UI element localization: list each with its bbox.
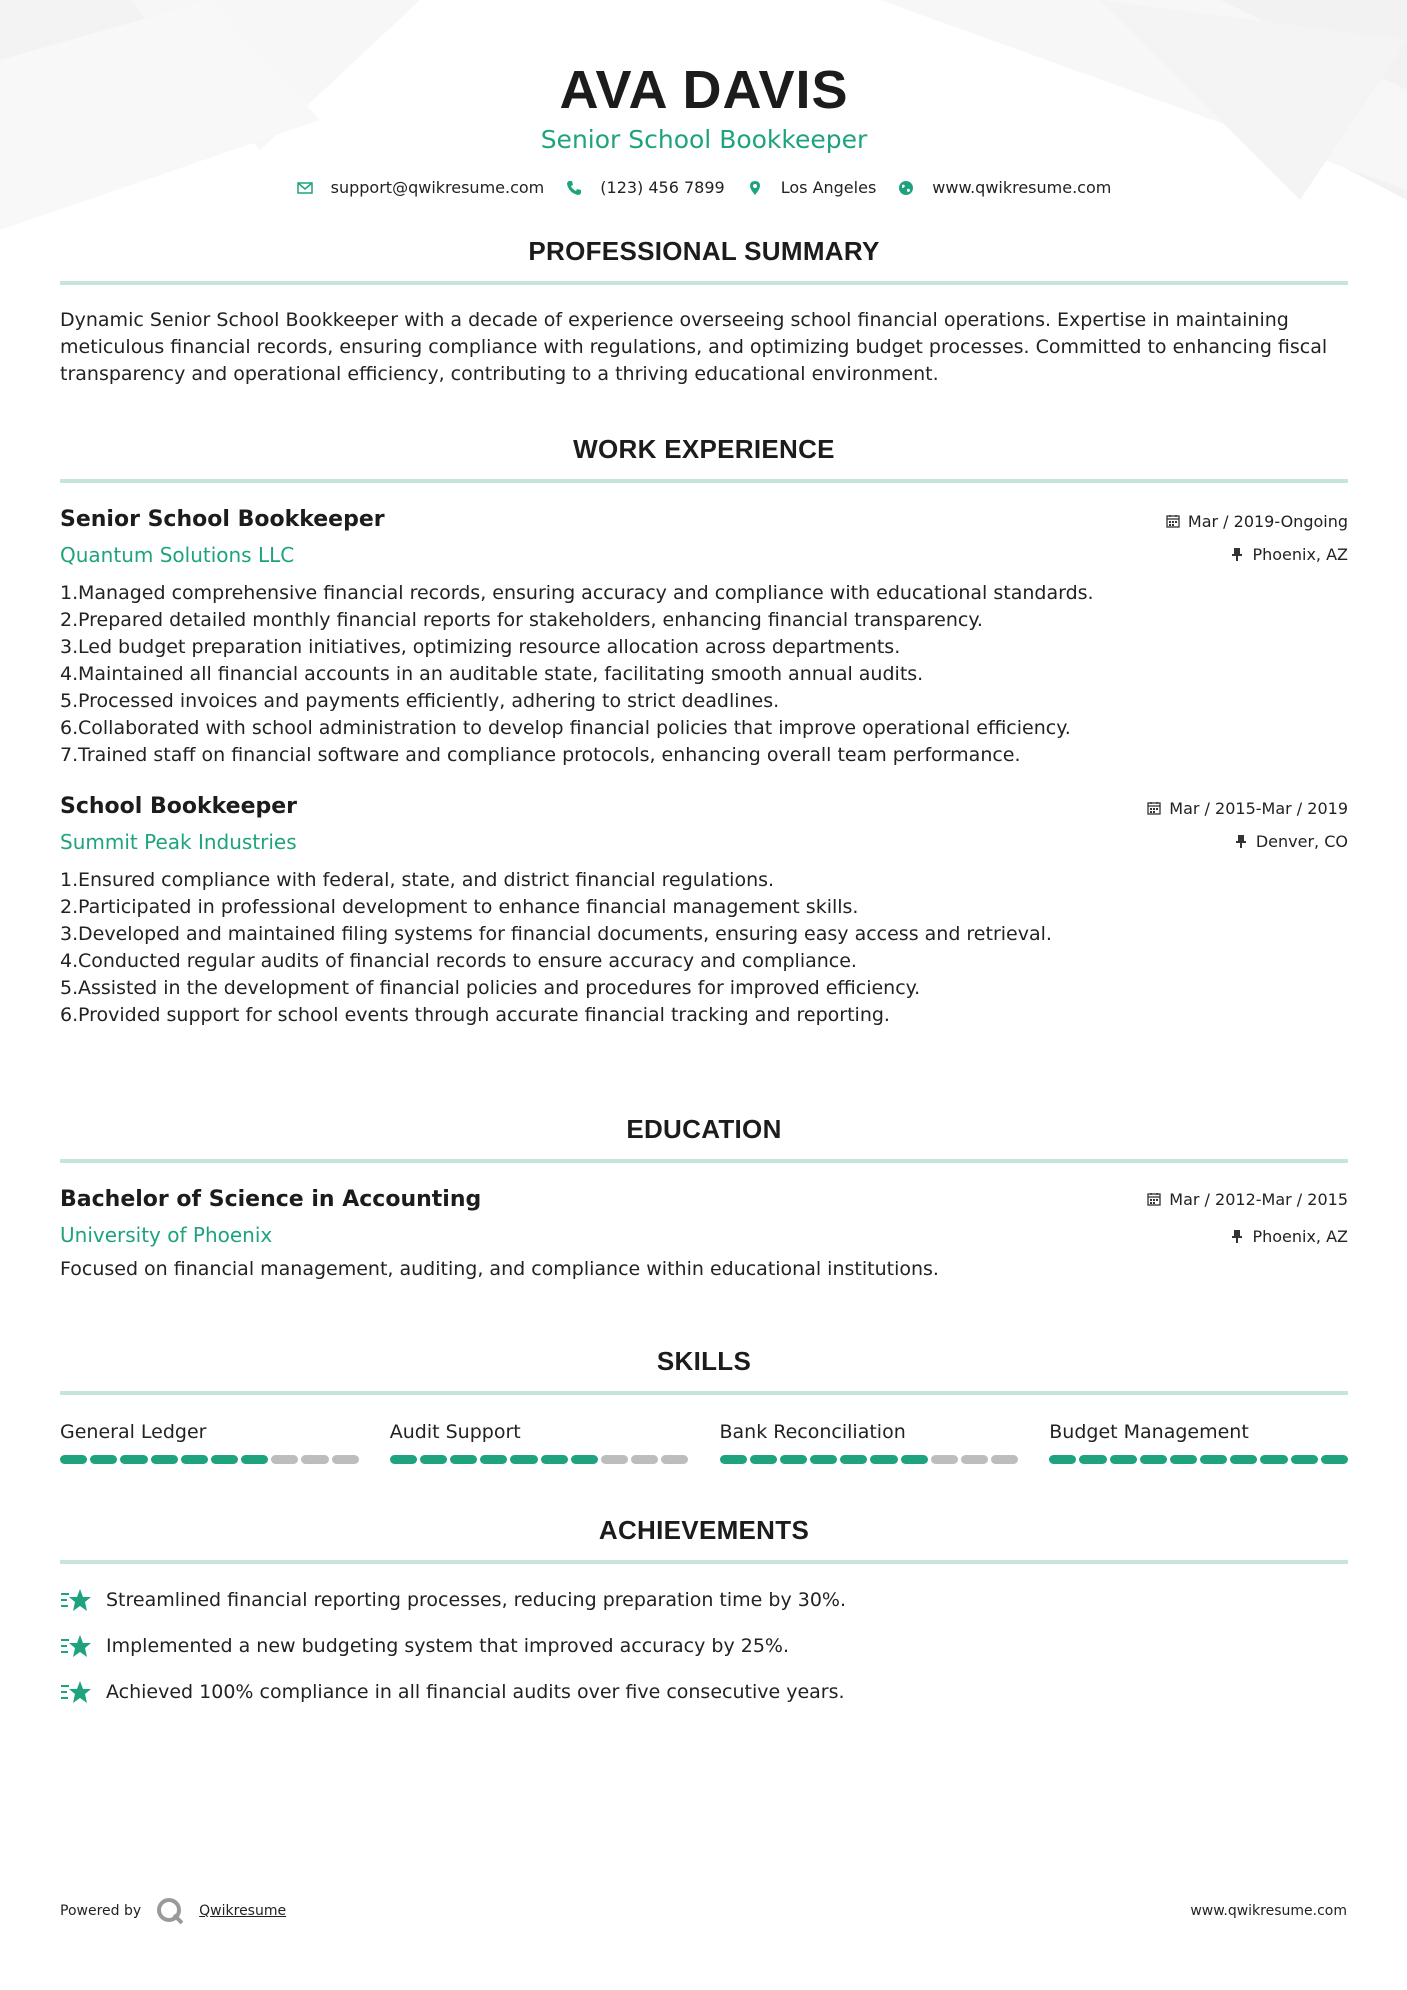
email-text: support@qwikresume.com — [330, 178, 545, 197]
list-item: 1. Ensured compliance with federal, state, and district financial regulations. — [60, 869, 775, 891]
skill-segment-empty — [991, 1455, 1018, 1464]
list-item: 4. Maintained all financial accounts in an auditable state, facilitating smooth annual audits. — [60, 663, 924, 685]
job-entry — [60, 792, 1348, 1029]
skill-segment-filled — [181, 1455, 208, 1464]
job-meta — [1147, 798, 1348, 851]
achievement-text: Achieved 100% compliance in all financial audits over five consecutive years. — [106, 1681, 845, 1703]
phone-text: (123) 456 7899 — [600, 178, 725, 197]
achievement-text: Implemented a new budgeting system that improved accuracy by 25%. — [106, 1635, 790, 1657]
job-location-text: Phoenix, AZ — [1252, 544, 1348, 564]
list-item: 5. Assisted in the development of financial policies and procedures for improved efficiency. — [60, 977, 921, 999]
list-item: 1. Managed comprehensive financial records, ensuring accuracy and compliance with educational standards. — [60, 582, 1094, 604]
footer-website[interactable]: www.qwikresume.com — [1190, 1903, 1347, 1919]
contact-email[interactable] — [297, 178, 545, 197]
skill-segment-filled — [390, 1455, 417, 1464]
skill-segment-filled — [60, 1455, 87, 1464]
skill-segment-filled — [1049, 1455, 1076, 1464]
skill-name: Budget Management — [1049, 1421, 1249, 1443]
achievements-section — [60, 1515, 1348, 1706]
job-dates — [1166, 511, 1348, 531]
skill-segment-filled — [870, 1455, 897, 1464]
job-entry — [60, 505, 1348, 769]
experience-section — [60, 434, 1348, 1029]
footer — [60, 1896, 1347, 1926]
job-dates-text: Mar / 2015-Mar / 2019 — [1169, 798, 1348, 818]
contact-bar — [60, 178, 1348, 197]
skill-segment-filled — [1321, 1455, 1348, 1464]
skill-segment-empty — [661, 1455, 688, 1464]
achievement-item — [60, 1586, 1348, 1614]
skill-segment-filled — [510, 1455, 537, 1464]
list-item: 6. Provided support for school events through accurate financial tracking and reporting. — [60, 1004, 890, 1026]
pin-icon — [1230, 1229, 1244, 1243]
skill-segment-filled — [420, 1455, 447, 1464]
skills-heading: SKILLS — [656, 1346, 752, 1376]
job-dates-text: Mar / 2019-Ongoing — [1187, 511, 1348, 531]
qwikresume-link[interactable]: Qwikresume — [199, 1903, 287, 1919]
job-title: Senior School Bookkeeper — [60, 507, 385, 532]
education-entry — [60, 1185, 1348, 1283]
skill-segment-filled — [241, 1455, 268, 1464]
envelope-icon — [297, 180, 313, 196]
star-icon — [60, 1632, 92, 1660]
powered-by-label: Powered by — [60, 1903, 142, 1919]
skill-segment-filled — [720, 1455, 747, 1464]
skill-segment-filled — [1170, 1455, 1197, 1464]
resume-header — [60, 0, 1348, 197]
skill-segment-empty — [631, 1455, 658, 1464]
list-item: 4. Conducted regular audits of financial records to ensure accuracy and compliance. — [60, 950, 857, 972]
candidate-title: Senior School Bookkeeper — [540, 125, 868, 154]
calendar-icon — [1147, 1192, 1161, 1206]
skill-segment-filled — [151, 1455, 178, 1464]
skill-segment-empty — [601, 1455, 628, 1464]
achievement-text: Streamlined financial reporting processes, reducing preparation time by 30%. — [106, 1589, 847, 1611]
job-company: Summit Peak Industries — [60, 830, 297, 854]
skill-segment-filled — [90, 1455, 117, 1464]
list-item: 5. Processed invoices and payments efficiently, adhering to strict deadlines. — [60, 690, 780, 712]
job-location — [1166, 544, 1348, 564]
school-name: University of Phoenix — [60, 1223, 273, 1247]
skill-segment-filled — [450, 1455, 477, 1464]
contact-website[interactable] — [898, 178, 1111, 197]
achievements-heading: ACHIEVEMENTS — [598, 1515, 810, 1545]
skill-name: Audit Support — [389, 1421, 521, 1443]
candidate-name: AVA DAVIS — [559, 60, 849, 120]
summary-heading: PROFESSIONAL SUMMARY — [528, 236, 880, 266]
location-text: Los Angeles — [780, 178, 877, 197]
education-dates — [1147, 1189, 1348, 1209]
skill-segment-filled — [1260, 1455, 1287, 1464]
section-divider — [60, 1560, 1348, 1564]
education-location-text: Phoenix, AZ — [1252, 1226, 1348, 1246]
skill-name: General Ledger — [60, 1421, 207, 1443]
qwikresume-logo-icon — [155, 1896, 185, 1926]
skill-segment-filled — [810, 1455, 837, 1464]
job-title: School Bookkeeper — [60, 794, 298, 819]
achievement-item — [60, 1632, 1348, 1660]
degree-title: Bachelor of Science in Accounting — [60, 1187, 482, 1212]
skill-segment-empty — [271, 1455, 298, 1464]
education-description: Focused on financial management, auditing, and compliance within educational institutions. — [60, 1258, 939, 1280]
globe-icon — [898, 180, 914, 196]
list-item: 3. Developed and maintained filing systems for financial documents, ensuring easy access and retrieval. — [60, 923, 1052, 945]
list-item: 3. Led budget preparation initiatives, optimizing resource allocation across departments. — [60, 636, 901, 658]
skill-segment-filled — [480, 1455, 507, 1464]
skills-list — [60, 1419, 1348, 1464]
list-item: 7. Trained staff on financial software and compliance protocols, enhancing overall team performance. — [60, 744, 1021, 766]
achievement-item — [60, 1678, 1348, 1706]
job-meta — [1166, 511, 1348, 564]
education-location — [1147, 1226, 1348, 1246]
skill-level-bar — [60, 1455, 359, 1464]
skill-level-bar — [390, 1455, 689, 1464]
education-section — [60, 1114, 1348, 1283]
job-location — [1147, 831, 1348, 851]
star-icon — [60, 1586, 92, 1614]
skill-name: Bank Reconciliation — [719, 1421, 906, 1443]
skill-segment-filled — [1291, 1455, 1318, 1464]
pin-icon — [1234, 834, 1248, 848]
job-bullets — [60, 867, 1348, 1029]
skill-segment-filled — [541, 1455, 568, 1464]
achievements-list — [60, 1586, 1348, 1706]
phone-icon — [566, 180, 582, 196]
list-item: 2. Participated in professional development to enhance financial management skills. — [60, 896, 859, 918]
education-meta — [1147, 1189, 1348, 1246]
powered-by — [60, 1896, 286, 1926]
star-icon — [60, 1678, 92, 1706]
pin-icon — [1230, 547, 1244, 561]
skill-segment-filled — [1110, 1455, 1137, 1464]
skill-segment-filled — [840, 1455, 867, 1464]
section-divider — [60, 1391, 1348, 1395]
job-dates — [1147, 798, 1348, 818]
skill-segment-filled — [1140, 1455, 1167, 1464]
skill-segment-filled — [901, 1455, 928, 1464]
skill-level-bar — [720, 1455, 1019, 1464]
skill-item — [720, 1419, 1019, 1464]
calendar-icon — [1147, 801, 1161, 815]
skill-segment-filled — [780, 1455, 807, 1464]
section-divider — [60, 479, 1348, 483]
skill-level-bar — [1049, 1455, 1348, 1464]
education-heading: EDUCATION — [626, 1114, 782, 1144]
contact-location — [747, 178, 877, 197]
skill-segment-empty — [961, 1455, 988, 1464]
education-dates-text: Mar / 2012-Mar / 2015 — [1169, 1189, 1348, 1209]
summary-text: Dynamic Senior School Bookkeeper with a decade of experience overseeing school financial operations. Expertise in maintaining meticulous financial records, ensuring compliance with regulations, and optimizing budget processes. Committed to enhancing fiscal transparency and operational efficiency, contributing to a thriving educational environment. — [60, 309, 1328, 385]
list-item: 6. Collaborated with school administration to develop financial policies that improve operational efficiency. — [60, 717, 1071, 739]
calendar-icon — [1166, 514, 1180, 528]
contact-phone[interactable] — [566, 178, 724, 197]
skill-segment-filled — [571, 1455, 598, 1464]
skill-item — [60, 1419, 359, 1464]
job-location-text: Denver, CO — [1255, 831, 1348, 851]
skill-segment-filled — [120, 1455, 147, 1464]
skill-segment-empty — [332, 1455, 359, 1464]
skill-item — [390, 1419, 689, 1464]
skill-segment-filled — [211, 1455, 238, 1464]
skill-segment-filled — [1079, 1455, 1106, 1464]
map-pin-icon — [747, 180, 763, 196]
skill-segment-filled — [750, 1455, 777, 1464]
website-text: www.qwikresume.com — [932, 178, 1112, 197]
skill-segment-empty — [301, 1455, 328, 1464]
summary-section — [60, 236, 1348, 388]
skill-segment-empty — [931, 1455, 958, 1464]
experience-heading: WORK EXPERIENCE — [573, 434, 835, 464]
skills-section — [60, 1346, 1348, 1464]
job-company: Quantum Solutions LLC — [60, 543, 295, 567]
section-divider — [60, 281, 1348, 285]
section-divider — [60, 1159, 1348, 1163]
skill-segment-filled — [1230, 1455, 1257, 1464]
list-item: 2. Prepared detailed monthly financial reports for stakeholders, enhancing financial transparency. — [60, 609, 983, 631]
job-bullets — [60, 580, 1348, 769]
skill-segment-filled — [1200, 1455, 1227, 1464]
skill-item — [1049, 1419, 1348, 1464]
